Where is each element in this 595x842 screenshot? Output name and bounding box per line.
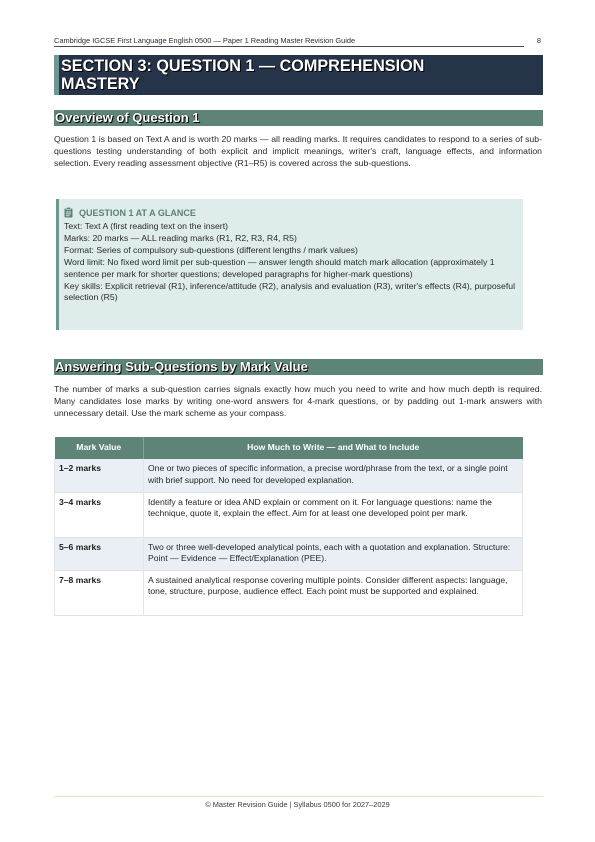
- glance-line-key-skills: Key skills: Explicit retrieval (R1), inference/attitude (R2), analysis and evaluation (R3), writer's effects (R4), purposeful selection (R5): [64, 280, 516, 303]
- column-header-how-much: How Much to Write — and What to Include: [144, 437, 523, 459]
- table-row: [55, 570, 523, 615]
- table-row: [55, 459, 523, 492]
- table-row: [55, 492, 523, 537]
- mark-value-cell: 7–8 marks: [55, 570, 144, 615]
- mark-value-table: [54, 437, 523, 616]
- answering-paragraph: The number of marks a sub-question carries signals exactly how much you need to write and how much depth is required. Many candidates lose marks by writing one-word answers for 4-mark questions, or by padding out 1-mark answers with unnecessary detail. Use the mark scheme as your compass.: [54, 384, 542, 418]
- section-banner: [54, 55, 543, 95]
- glance-callout: [56, 199, 523, 330]
- overview-heading-bar: [54, 110, 543, 126]
- answering-heading-bar: [54, 359, 543, 375]
- table-row: [55, 537, 523, 570]
- column-header-mark-value: Mark Value: [55, 437, 144, 459]
- header-rule: [54, 46, 524, 47]
- mark-value-cell: 1–2 marks: [55, 459, 144, 492]
- glance-line-format: Format: Series of compulsory sub-questions (different lengths / mark values): [64, 244, 358, 255]
- glance-title: QUESTION 1 AT A GLANCE: [79, 208, 196, 218]
- answering-heading: Answering Sub-Questions by Mark Value: [55, 359, 308, 374]
- mark-value-cell: 3–4 marks: [55, 492, 144, 537]
- mark-value-cell: 5–6 marks: [55, 537, 144, 570]
- page-number: 8: [536, 36, 541, 45]
- header-guide-title: Cambridge IGCSE First Language English 0500 — Paper 1 Reading Master Revision Guide: [54, 36, 356, 45]
- running-header: [54, 36, 541, 46]
- glance-lines: [64, 221, 522, 304]
- overview-heading: Overview of Question 1: [55, 110, 200, 125]
- description-cell: Two or three well-developed analytical points, each with a quotation and explanation. Structure: Point — Evidence — Effect/Explanation (PEE).: [144, 537, 523, 570]
- glance-line-marks: Marks: 20 marks — ALL reading marks (R1, R2, R3, R4, R5): [64, 232, 297, 243]
- footer: © Master Revision Guide | Syllabus 0500 for 2027–2029: [205, 800, 390, 809]
- description-cell: A sustained analytical response covering multiple points. Consider different aspects: language, tone, structure, purpose, audience effect. Each point must be supported and explained.: [144, 570, 523, 615]
- glance-line-word-limit: Word limit: No fixed word limit per sub-question — answer length should match mark allocation (approximately 1 sentence per mark for shorter questions; developed paragraphs for higher-mark questions): [64, 256, 495, 279]
- section-title: SECTION 3: QUESTION 1 — COMPREHENSION MASTERY: [61, 57, 425, 93]
- glance-line-text: Text: Text A (first reading text on the insert): [64, 221, 229, 231]
- footer-rule: [54, 796, 543, 797]
- description-cell: One or two pieces of specific information, a precise word/phrase from the text, or a single point with brief support. No need for developed explanation.: [144, 459, 523, 492]
- table-header-row: [55, 437, 523, 459]
- description-cell: Identify a feature or idea AND explain or comment on it. For language questions: name the technique, quote it, explain the effect. Aim for at least one developed point per mark.: [144, 492, 523, 537]
- clipboard-icon: [64, 207, 73, 218]
- overview-paragraph: Question 1 is based on Text A and is worth 20 marks — all reading marks. It requires candidates to respond to a series of sub-questions testing understanding of both explicit and implicit meanings, writer's craft, language effects, and information selection. Every reading assessment objective (R1–R5) is covered across the sub-questions.: [54, 134, 542, 168]
- glance-title-row: [64, 207, 196, 219]
